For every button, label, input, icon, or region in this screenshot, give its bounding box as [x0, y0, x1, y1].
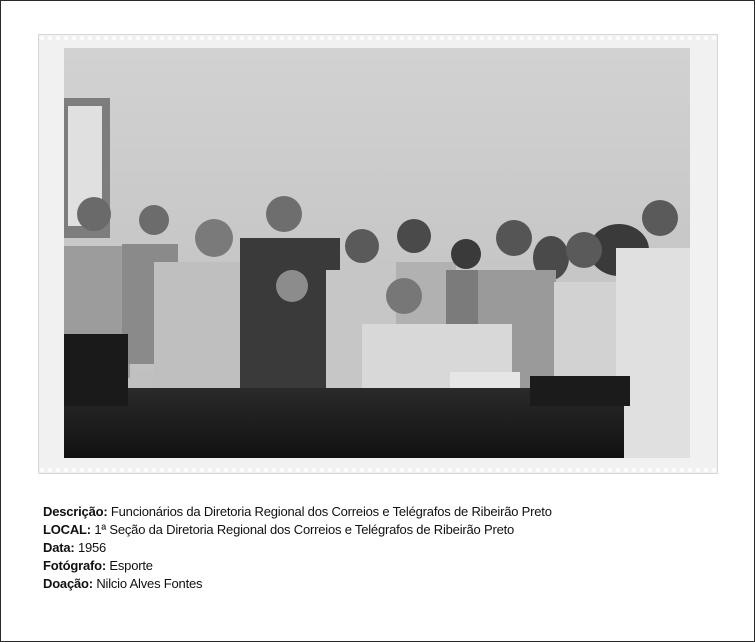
caption-label: Fotógrafo:	[43, 558, 106, 573]
caption-value: Esporte	[109, 558, 153, 573]
caption-description	[43, 503, 723, 521]
caption-label: Doação:	[43, 576, 93, 591]
photo-caption	[43, 503, 723, 593]
archival-photo	[64, 48, 690, 458]
photo-card	[38, 34, 718, 474]
caption-photographer	[43, 557, 723, 575]
group-photo-image	[64, 48, 690, 458]
caption-value: Funcionários da Diretoria Regional dos Correios e Telégrafos de Ribeirão Preto	[110, 504, 552, 519]
caption-date	[43, 539, 723, 557]
caption-donation	[43, 575, 723, 593]
caption-location	[43, 521, 723, 539]
caption-value: 1ª Seção da Diretoria Regional dos Correios e Telégrafos de Ribeirão Preto	[94, 522, 515, 537]
caption-value: 1956	[77, 540, 107, 555]
caption-label: Descrição:	[43, 504, 108, 519]
caption-label: Data:	[43, 540, 75, 555]
caption-value: Nilcio Alves Fontes	[96, 576, 203, 591]
caption-label: LOCAL:	[43, 522, 91, 537]
